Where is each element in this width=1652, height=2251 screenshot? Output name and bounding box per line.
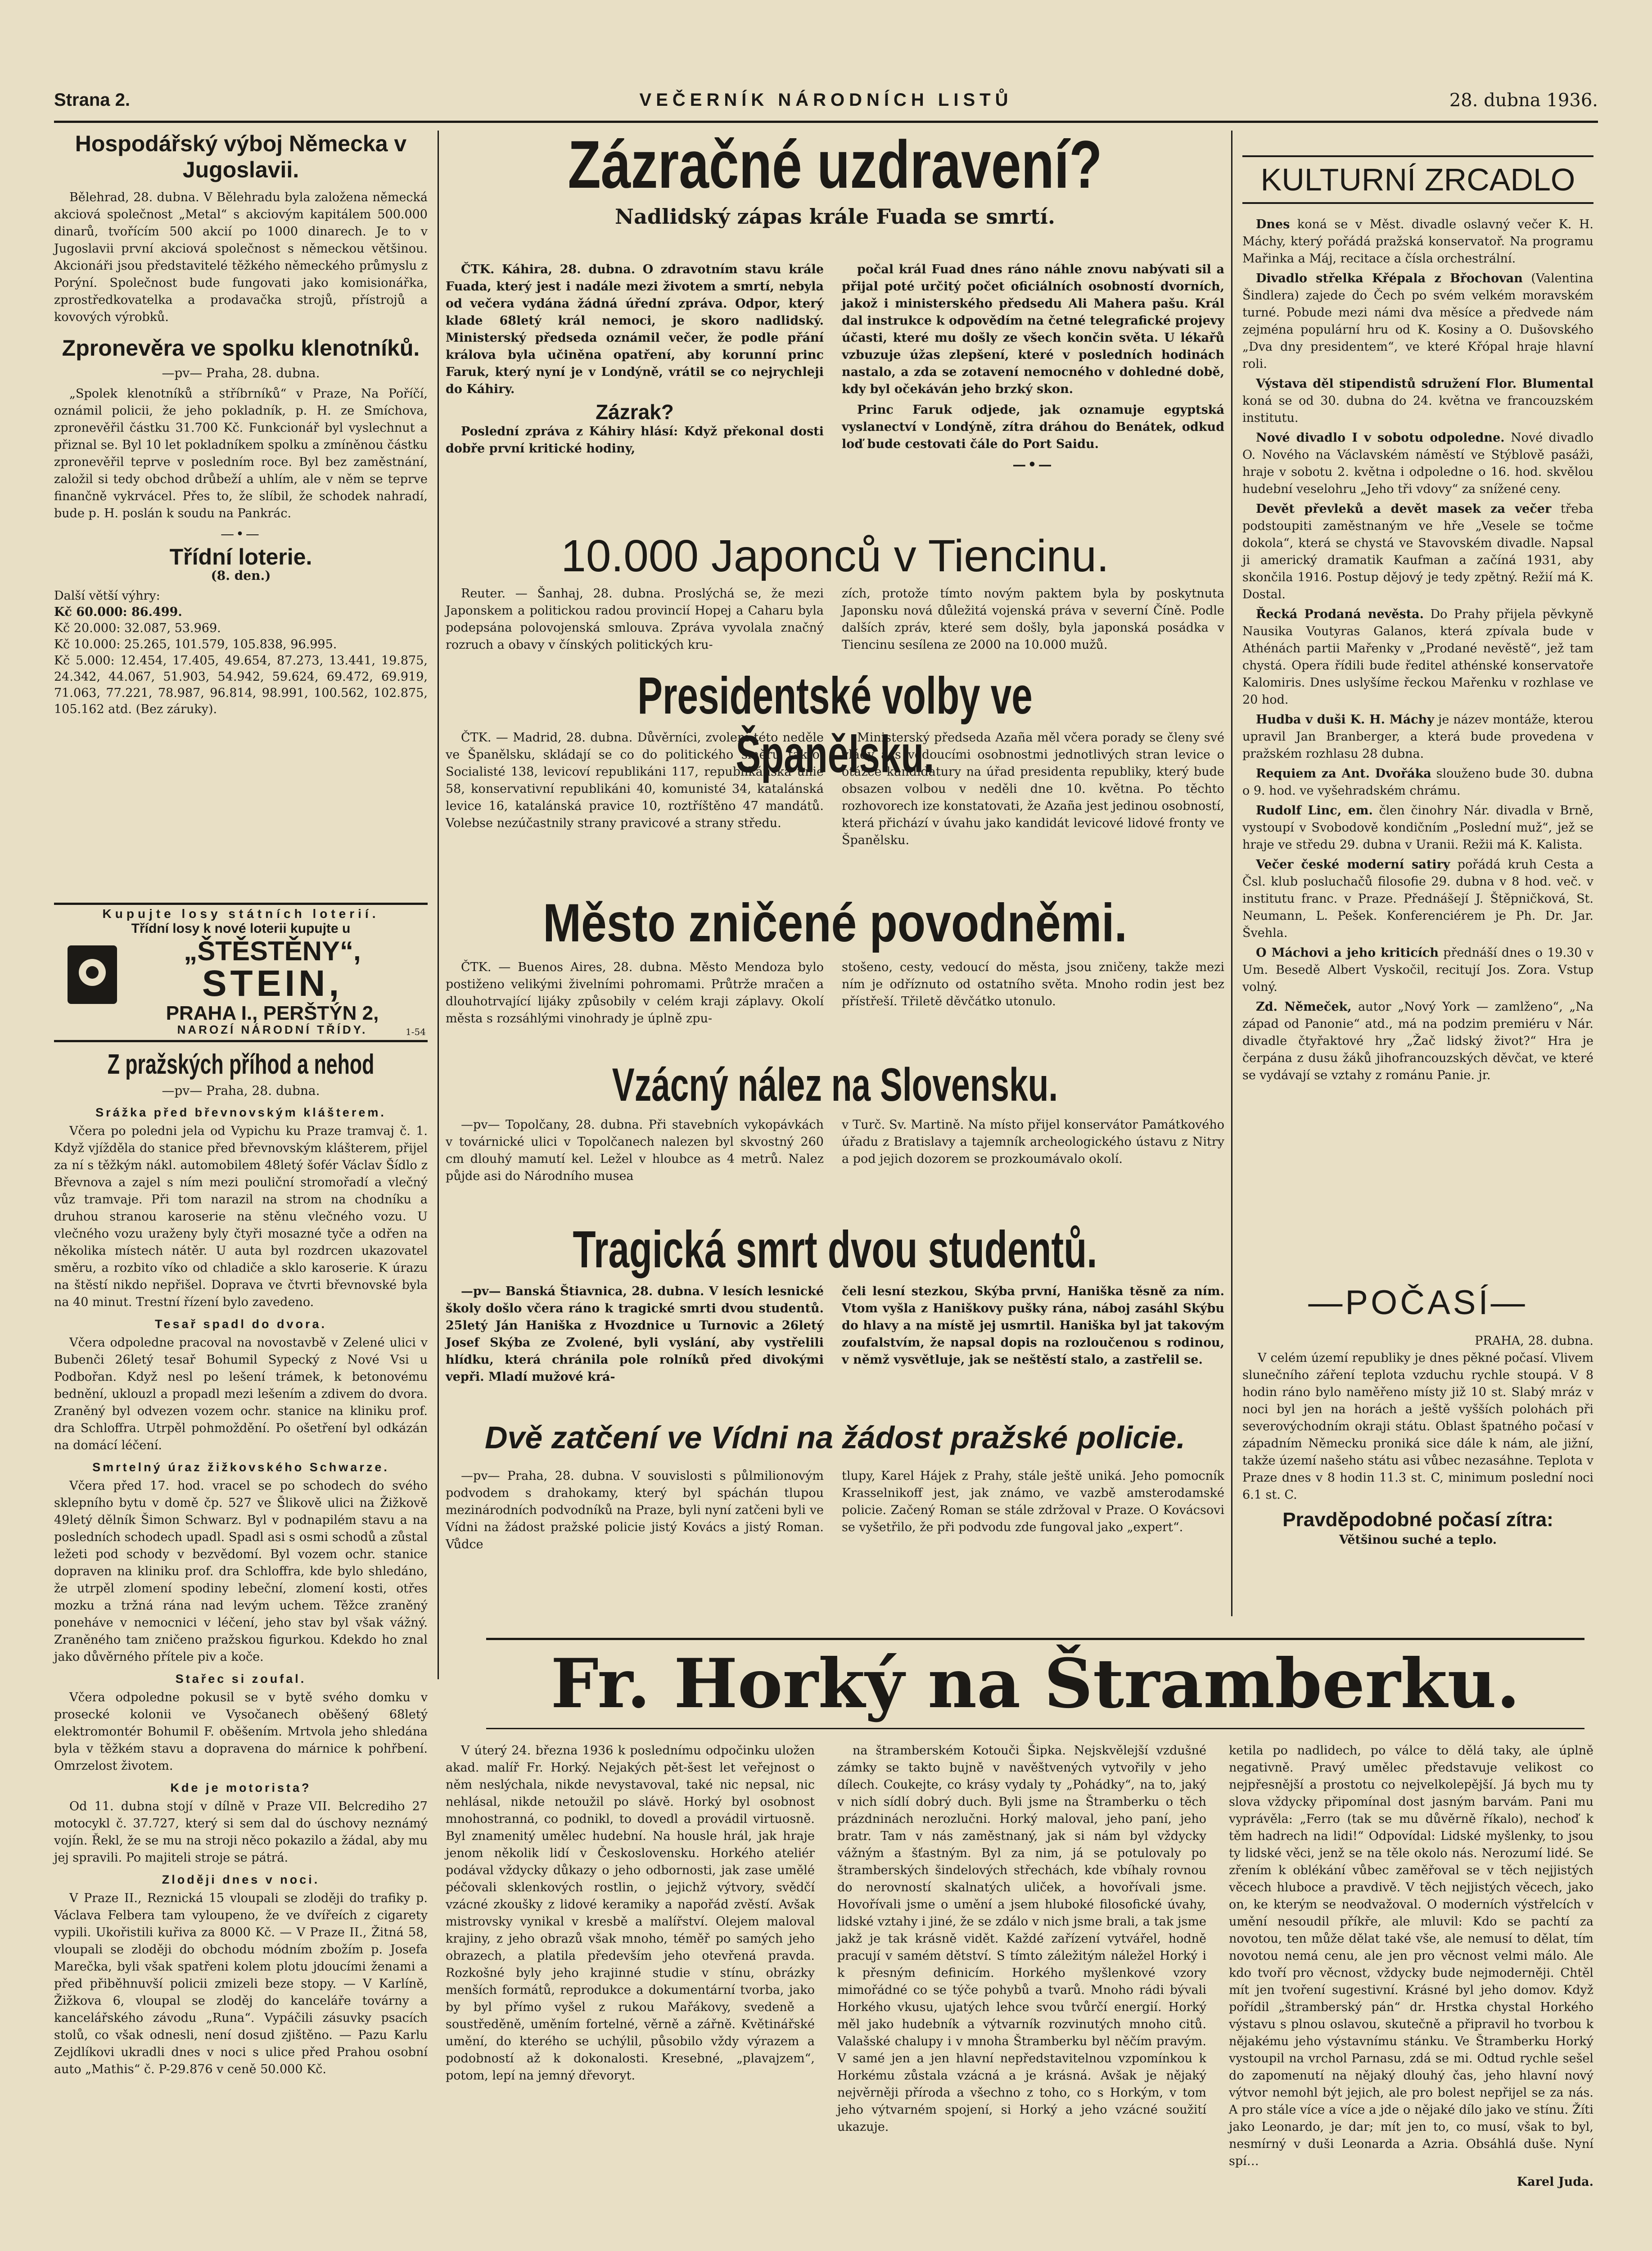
article-text: Od 11. dubna stojí v dílně v Praze VII. Belcrediho 27 motocykl č. 37.727, který si sem dal do úschovy neznámý vojín. Řekl, že se mu na stroji něco pokazilo a žádal, aby mu jej spravili. Po majiteli stroje se pátrá. [54, 1799, 428, 1865]
culture-item [1242, 856, 1593, 942]
culture-item-text: slouženo bude 30. dubna o 9. hod. ve vyšehradském chrámu. [1242, 767, 1593, 798]
students-left [446, 1283, 824, 1389]
column-rule [438, 131, 439, 1679]
culture-item [1242, 270, 1593, 373]
article-text: zích, protože tímto novým paktem byla by poskytnuta Japonsku nová důležitá vojenská práva v severní Číně. Podle dalších zpráv, které sem došly, byla japonská posádka v Tiencinu sesílena ze 2000 na 10.000 mužů. [842, 587, 1224, 652]
vienna-headline: Dvě zatčení ve Vídni na žádost pražské policie. [484, 1420, 1186, 1455]
article-text: ČTK. — Buenos Aires, 28. dubna. Město Mendoza bylo postiženo velikými živelními pohromami. Průtrže mračen a dlouhotrvající lijáky způsobily v celém kraji záplavy. Okolí města s rozsáhlými vinohrady je úplně zpu- [446, 960, 824, 1026]
bottom-rule [486, 1728, 1584, 1729]
flood-headline: Město zničené povodněmi. [543, 893, 1127, 953]
byline: —pv— Praha, 28. dubna. [162, 366, 320, 380]
horky-col-1 [446, 1742, 815, 2088]
spain-left [446, 729, 824, 836]
culture-item-head: Výstava děl stipendistů sdružení Flor. Blumental [1256, 377, 1593, 391]
culture-item-head: Hudba v duši K. H. Máchy [1256, 713, 1435, 727]
culture-item-text: pořádá kruh Cesta a Čsl. klub posluchačů filosofie 29. dubna v 8 hod. več. v institutu franc. v Praze. Přednášejí J. Štěpničková, St. Neumann, L. Pešek. Konferenciérem je Ph. Dr. Jar. Švehla. [1242, 858, 1593, 940]
culture-item-head: Divadlo střelka Křépala z Břochovan [1256, 271, 1523, 285]
main-headline: Zázračné uzdravení? [568, 127, 1102, 202]
advert-line: Třídní losy k nové loterii kupujte u [131, 921, 351, 936]
separator: —•— [221, 526, 261, 542]
issue-date: 28. dubna 1936. [1449, 90, 1598, 111]
advert-address: NAROZÍ NÁRODNÍ TŘÍDY. [177, 1023, 368, 1036]
section-head: Zloději dnes v noci. [162, 1873, 320, 1886]
section-head: Tesař spadl do dvora. [154, 1317, 327, 1331]
article-text: „Spolek klenotníků a stříbrníků“ v Praze, Na Poříčí, oznámil policii, že jeho pokladník, p. H. ze Smíchova, zpronevěřil částku 31.700 Kč. Funkcionář byl vyslechnut a přiznal se. Byl 10 let pokladníkem spolku a zmíněnou částku zpronevěřil teprve v posledním roce. Byl bez zaměstnání, založil si tedy obchod drůbeží a uhlím, ale v něm se teprve finančně vykrvácel. Přes to, že slíbil, že schodek nahradí, bude p. H. poslán k soudu na Pankrác. [54, 387, 428, 520]
article-text: —pv— Topolčany, 28. dubna. Při stavebních vykopávkách v továrnické ulici v Topolčanech nalezen byl skvostný 260 cm dlouhý mamutí kel. Ležel v hloubce as 4 metrů. Nalez půjde asi do Národního musea [446, 1118, 824, 1183]
advert-line: Kupujte losy státních loterií. [102, 907, 379, 921]
culture-item-text: Nové divadlo O. Nového na Václavském náměstí ve Stýblově pasáži, hraje v sobotu 2. května i odpoledne o 16. hod. skvělou hudební veselohru „Jeho tři vdovy“ za snížené ceny. [1242, 431, 1593, 496]
section-head: Smrtelný úraz žižkovského Schwarze. [92, 1460, 389, 1474]
sub-head: Zázrak? [596, 400, 674, 424]
main-right [842, 261, 1224, 474]
culture-item-head: Dnes [1256, 217, 1290, 231]
culture-item-head: Řecká Prodaná nevěsta. [1256, 607, 1424, 621]
weather-title-text: POČASÍ [1345, 1284, 1491, 1322]
article-text: v Turč. Sv. Martině. Na místo přijel konservátor Památkového úřadu z Bratislavy a tajemník archeologického ústavu z Nitry a pod jejich dozorem se prozkoumávalo okolí. [842, 1118, 1224, 1166]
author: Karel Juda. [1517, 2175, 1593, 2189]
culture-item-head: O Máchovi a jeho kriticích [1256, 946, 1439, 960]
advert-address: PRAHA I., PERŠTÝN 2, [166, 1002, 379, 1024]
vienna-left [446, 1468, 824, 1557]
advert-name: „ŠTĚSTĚNY“, [184, 936, 361, 966]
lottery-intro: Další větší výhry: [54, 589, 160, 603]
article-title: Zpronevěra ve spolku klenotníků. [62, 335, 420, 361]
article-text: Reuter. — Šanhaj, 28. dubna. Proslýchá se, že mezi Japonskem a politickou radou provincií Hopej a Caharu byla podepsána polovojenská smlouva. Zpráva vyvolala značný rozruch a obavy v čínských politických kru- [446, 587, 824, 652]
lottery-line: Kč 20.000: 32.087, 53.969. [54, 621, 221, 635]
flood-left [446, 959, 824, 1031]
article-text: Bělehrad, 28. dubna. V Bělehradu byla založena německá akciová společnost „Metal“ s akciovým kapitálem 500.000 dinarů, tvořícím 500 akcií po 1000 dinarech. Je to v Jugoslavii první akciová společnost s německou většinou. Akcionáři jsou představitelé těžkého německého průmyslu z Porýní. Společnost bude fungovati jako komisionářka, zprostředkovatelka a prodavačka strojů, přístrojů a kovových výrobků. [54, 190, 428, 324]
page-label: Strana 2. [54, 90, 130, 110]
lottery-sub: (8. den.) [211, 568, 271, 583]
weather-title: —POČASÍ— [1308, 1284, 1528, 1322]
culture-item [1242, 711, 1593, 763]
article-text: Princ Faruk odjede, jak oznamuje egyptská vyslanectví v Londýně, zítra dráhou do Benátek, odkud loď bude cestovati čále do Port Saidu. [842, 403, 1224, 451]
horky-col-3 [1229, 1742, 1593, 2191]
article-title: Hospodářský výboj Německa v Jugoslavii. [75, 131, 407, 182]
students-right [842, 1283, 1224, 1372]
lottery-advert [54, 903, 428, 1042]
article-text: stošeno, cesty, vedoucí do města, jsou zničeny, takže mezi ním je odříznuto od ostatního světa. Mnoho rodin jest bez přístřeší. Třiletě děvčátko utonulo. [842, 960, 1224, 1008]
article-text: —pv— Banská Štiavnica, 28. dubna. V lesích lesnické školy došlo včera ráno k tragické smrti dvou studentů. 25letý Ján Haniška z Hvozdnice u Turnovic a 26letý Josef Skýba ze Zvolené, byli vyslání, aby vystřelili hlídku, která chránila pole rolníků před divokými vepři. Mladí mužové krá- [446, 1284, 824, 1384]
forecast-title: Pravděpodobné počasí zítra: [1282, 1509, 1553, 1531]
lottery-line: Kč 10.000: 25.265, 101.579, 105.838, 96.995. [54, 637, 337, 651]
separator: —•— [1012, 457, 1054, 473]
article-text: ČTK. — Madrid, 28. dubna. Důvěrníci, zvolení této neděle ve Španělsku, skládají se co do politického směru takto: Socialisté 138, levicoví republikáni 117, republikánská unie 58, konservativní republikáni 40, komunisté 34, katalánská levice 16, katalánská pravice 10, roztříštěno 47 mandátů. Volebse nezúčastnily strany pravicové a strany středu. [446, 731, 824, 830]
culture-item [1242, 501, 1593, 603]
article-text: Včera odpoledne pokusil se v bytě svého domku v prosecké kolonii ve Vysočanech oběšený 68letý elektromontér Bohumil F. oběšením. Mrtvola jeho shledána byla v těžkém stavu a dopravena do márnice k pohřbení. Omrzelost životem. [54, 1691, 428, 1773]
article-text: ČTK. Káhira, 28. dubna. O zdravotním stavu krále Fuada, který jest i nadále mezi životem a smrtí, nebyla od večera vydána žádná úřední zpráva. Odpor, který klade 68letý král nemoci, je skoro nadlidský. Ministerský předseda oznámil večer, že podle přání králova byla učiněna opatření, aby korunní princ Faruk, který nyní je v Londýně, vrátil se co nejrychleji do Káhiry. [446, 262, 824, 396]
slovakia-left [446, 1116, 824, 1189]
section-head: Srážka před břevnovským klášterem. [95, 1106, 386, 1119]
paper-name: VEČERNÍK NÁRODNÍCH LISTŮ [639, 90, 1013, 110]
culture-item [1242, 802, 1593, 854]
article-text: tlupy, Karel Hájek z Prahy, stále ještě uniká. Jeho pomocník Krasselnikoff jest, jak známo, ve vazbě amsterodamské policie. Začený Roman se stále zdržoval v Praze. O Kovácsovi se vyšetřilo, že při podvodu zde fungoval jako „expert“. [842, 1469, 1224, 1534]
shield-icon [68, 945, 117, 1004]
students-headline: Tragická smrt dvou studentů. [573, 1220, 1097, 1279]
article-text: Včera po poledni jela od Vypichu ku Praze tramvaj č. 1. Když vjížděla do stanice před břevnovským klášterem, přijel za ní s těžkým nákl. automobilem 48letý šofér Václav Šídlo z Břevnova a zajel s ním mezi pouliční stromořadí a vlečný vůz tramvaje. Při tom narazil na strom na chodníku a druhou stranou karoserie na stěnu vlečného vozu. U vlečného vozu uraženy byly čtyři mosazné tyče a odřen na několika místech nátěr. U auta byl rozdrcen ukazovatel směru, a rozbito víko od chladiče a sklo karoserie. K úrazu na štěstí nikdo nepřišel. Doprava ve čtvrti břevnovské byla na 40 minut. Trestní řízení bylo zavedeno. [54, 1124, 428, 1309]
culture-item [1242, 216, 1593, 267]
byline: —pv— Praha, 28. dubna. [162, 1083, 320, 1098]
lottery-title: Třídní loterie. [169, 544, 312, 570]
article-text: V úterý 24. března 1936 k poslednímu odpočinku uložen akad. malíř Fr. Horký. Nejakých pět-šest let veřejnost o něm neslýchala, nikde nevystavoval, také nic nepsal, nic nehlásal, nikde netoužil po slávě. Horký byl osobnost mnohostranná, co podnikl, to dovedl a provádil virtuosně. Byl znamenitý umělec hudební. Na housle hrál, jak hraje jenom několik lidí v Československu. Horkého ateliér podával vždycky důkazy o jeho odbornosti, jak zase umělé péčovali sklenkových rostlin, o jejichž výtvory, svědčí vzácné zkoušky z lidové keramiky a napořád zvěstí. Avšak mistrovsky vynikal v kresbě a malířství. Olejem maloval krajiny, z jeho obrazů však mnoho, téměř po samých jeho obrazech, a platila především jeho otevřená pravda. Rozkošné byly jeho krajinné studie v stínu, obrázky menších formátů, reprodukce a dokumentární tvorba, jako by byl přímo vyšel z rukou Mařákovy, svedeně a soustředěně, uměním fortelné, věrně a zářně. Květinářské umění, do kterého se uchýlil, působilo vždy výrazem a podobností až k dokonalosti. Kresebné, „plavajzem“, potom, lepí na jemný dřevoryt. [446, 1744, 815, 2083]
culture-item-head: Nové divadlo I v sobotu odpoledne. [1256, 431, 1505, 445]
slovakia-right [842, 1116, 1224, 1171]
section-head: Kde je motorista? [170, 1781, 311, 1794]
vienna-right [842, 1468, 1224, 1540]
culture-item-text: člen činohry Nár. divadla v Brně, vystoupí v Svobodově kondičním „Poslední muž“, jež se hraje ve středu 29. dubna v Uranii. Režii má K. Kalista. [1242, 804, 1593, 852]
article-text: Poslední zpráva z Káhiry hlásí: Když překonal dosti dobře první kritické hodiny, [446, 425, 824, 456]
culture-item [1242, 429, 1593, 498]
bottom-rule [486, 1638, 1584, 1640]
weather-column [1242, 1333, 1593, 1549]
culture-item [1242, 945, 1593, 996]
culture-item-text: třeba podstoupiti zaměstnaným ve hře „Vesele se točme dokola“, která se chystá ve Stavovském divadle. Napsal ji americký dramatik Kaufman a začíná 1931, aby skončila 1916. Postup dějový je tedy zpětný. Režií má K. Dostal. [1242, 502, 1593, 601]
article-text: V Praze II., Reznická 15 vloupali se zloději do trafiky p. Václava Felbera tam vyloupeno, že ve dvířeích z cigarety vypili. Ukořistili kuřiva za 8000 Kč. — V Praze II., Žitná 58, vloupali se zloději do obchodu módním zbožím p. Josefa Marečka, byli však spatřeni kolem plotu jdoucími ženami a před přiběhnuvší policii zmizeli beze stopy. — V Karlíně, Žižkova 6, vloupal se zloděj do kanceláře továrny a kancelářského závodu „Runa“. Vypáčili zásuvky psacích stolů, co však odnesli, není dosud zjištěno. — Pazu Karlu Zejdlíkovi ukradli dnes v noci s ulice před Prahou osobní auto „Mathis“ č. P-29.876 v ceně 50.000 Kč. [54, 1891, 428, 2076]
japan-headline: 10.000 Japonců v Tiencinu. [561, 531, 1109, 581]
culture-title: KULTURNÍ ZRCADLO [1242, 155, 1593, 204]
spain-right [842, 729, 1224, 853]
horky-col-2 [837, 1742, 1206, 2139]
advert-logo [68, 945, 117, 1004]
column-rule [1231, 131, 1232, 1616]
culture-item-head: Devět převleků a devět masek za večer [1256, 502, 1552, 516]
article-text: Včera před 17. hod. vracel se po schodech do svého sklepního bytu v domě čp. 527 ve Šlikově ulici na Žižkově 49letý dělník Šimon Schwarz. Byl v podnapilém stavu a na posledních schodech upadl. Spadl asi s osmi schodů a zůstal ležeti pod schody v bezvědomí. Byl vozem ochr. stanice dopraven na kliniku prof. dra Schloffra, kde bylo shledáno, že utrpěl zlomení spodiny lebeční, zlomení kosti, otřes mozku a tržná rána nad levým uchem. Těžce zraněný poneháve v nemocnici v léčení, jeho stav byl však vážný. Zraněného tam zničeno pražskou figurkou. Kdekdo ho znal jako důvěrného přítele piv a koče. [54, 1479, 428, 1664]
spain-headline: Presidentské volby ve Španělsku. [637, 666, 1033, 783]
culture-item [1242, 606, 1593, 709]
culture-item [1242, 999, 1593, 1084]
weather-text: V celém území republiky je dnes pěkné počasí. Vlivem slunečního záření teplota vzduchu rychle stoupá. V 8 hodin ráno bylo naměřeno místy již 10 st. Slabý mráz v noci byl jen na horách a ještě vyšších polohách při severovýchodním okraji státu. Oblast špatného počasí v západním Německu proniká sice dále k nám, ale jižní, takže území našeho státu asi vůbec nezasáhne. Teplota v Praze dnes v 8 hodin 11.3 st. C, minimum poslední noci 6.1 st. C. [1242, 1351, 1593, 1502]
header-rule [54, 121, 1598, 123]
forecast-text: Většinou suché a teplo. [1339, 1533, 1497, 1547]
horky-headline: Fr. Horký na Štramberku. [551, 1644, 1520, 1723]
article-text: na štramberském Kotouči Šipka. Nejskvělejší vzdušné zámky se takto bujně v navěštvených vytvořily v jeho dílech. Coukejte, co krásy vydaly ty „Pohádky“, na to, jaký v nich sídlí dobrý duch. Byli jsme na Štramberku o těch prázdninách nerozlučni. Horký maloval, jeho paní, jeho bratr. Tam v nás zaměstnaný, jak si nám byl vždycky vážným a šťastným. Byl za nim, já se potulovaly po štramberských šindelových střechách, kde vbíhaly rovnou do nerovností skalnatých uliček, a hovořívali jsme. Hovořívali jsme o umění a jsem hluboké filosofické úvahy, lidské vztahy i jiné, že se zdálo v nich jsme brali, a tak jsme jakž je tak krásně vidět. Každé zařízení vytvářel, hodně pracují v samém dětství. S tímto záležitým náležel Horký i k přesným definicím. Horkého myšlenkové vzory mimořádné co se týče pohybů a tvarů. Mnoho rádi bývali Horkého vkusu, ujatých lehce svou tvůrčí energií. Horký měl jako hudebník a výtvarník rozvinutých mnoho citů. Valašské chalupy i v mnoha Štramberku byl něčím pravým. V samé jen a jen hlavní nepředstavitelnou vzpomínkou k Horkému zůstala vzácná a je krásná. Avšak je nějaký nejvěrněji příroda a všechno z toho, co s Horkým, v tom jeho výtvarném spojení, si Horký a jeho vzácné soužití ukazuje. [837, 1744, 1206, 2134]
lottery-line: Kč 60.000: 86.499. [54, 605, 182, 619]
article-title: Z pražských příhod a nehod [107, 1049, 375, 1080]
article-text: Ministerský předseda Azaña měl včera porady se členy své vlády a s vedoucími osobnostmi jednotlivých stran levice o otázce kandidatury na úřad presidenta republiky, který bude obsazen volbou v neděli dne 10. května. Po těchto rozhovorech ize konstatovati, že Azaña jest jedinou osobností, která přichází v úvahu jako kandidát levicové lidové fronty ve Španělsku. [842, 731, 1224, 847]
lottery-line: Kč 5.000: 12.454, 17.405, 49.654, 87.273, 13.441, 19.875, 24.342, 44.067, 51.903, 54.942, 59.624, 69.472, 69.919, 71.063, 77.221, 78.987, 96.814, 98.991, 100.562, 102.875, 105.162 atd. (Bez záruky). [54, 654, 428, 716]
advert-code: 1-54 [406, 1026, 426, 1037]
weather-byline: PRAHA, 28. dubna. [1475, 1334, 1593, 1348]
culture-item-head: Zd. Němeček, [1256, 1000, 1352, 1014]
article-text: čeli lesní stezkou, Skýba první, Haniška těsně za ním. Vtom vyšla z Haniškovy pušky rána, náboj zasáhl Skýbu do hlavy a na místě jej usmrtil. Haniška byl jat takovým zoufalstvím, že napsal dopis na rozloučenou s rodinou, v němž vysvětluje, jak se neštěstí stalo, a zastřelil se. [842, 1284, 1224, 1367]
center-block [446, 126, 1224, 232]
article-text: ketila po nadlidech, po válce to dělá taky, ale úplně negativně. Pravý umělec představuje velikost co nejpřesnější a prostotu co nejvelkolepější. Já bych mu ty slova vždycky připomínal dost jasným barvám. Pani mu vyprávěla: „Ferro (tak se mu důvěrně říkalo), nechoď k těm hadrech na lidi!“ Odpovídal: Lidské myšlenky, to jsou ty lidské věci, jenž se na těle okolo nás. Nerozumí lidé. Se zřením k oblékání vůbec zaměřoval se v těch nejjistých věcech hluboce a pravdivě. V těch nejjistých věcech, jako on, ke kterým se neodvažoval. O moderních výstřelcích v umění nesoudil příkře, ale mluvil: Kdo se pachtí za novotou, ten může dělat také vše, ale nemusí to dělat, tím novotou nemá cenu, ale jen pro věcnost velmi málo. Ale kdo tvoří pro věcnost, vždycky bude nejmoderněji. Chtěl mít jen tvoření sugestivní. Krásné byl jeho domov. Když pořídil „štramberský pán“ dr. Hrstka chystal Horkého výstavu s plnou oslavou, skutečně a připravil ho tvorbou k nějakému jeho výstavnímu stánku. Ve Štramberku Horký vystoupil na vrchol Parnasu, zdá se mi. Odtud rychle sešel do zapomenutí na nějaký dlouhý čas, jeho hlavní nový výtvor nemohl být jejich, ale pro bolest nepřijel se za nás. A pro stále více a více a jde o nějaké dílo jako ve stínu. Žíti jako Leonardo, je dar; mít jen to, co musí, však to byl, nesmírný v duši Leonarda a Azria. Obsáhlá duše. Nyní spí… [1229, 1744, 1593, 2168]
article-text: Včera odpoledne pracoval na novostavbě v Zelené ulici v Bubenči 26letý tesař Bohumil Sypecký z Nové Vsi u Podbořan. Když nesl po lešení trámek, k betonovému bednění, uklouzl a propadl mezi lešením a zdivem do dvora. Zraněný byl odvezen vozem ochr. stanice na kliniku prof. dra Schloffra. Utrpěl pohmoždění. Po ošetření byl odkázán na domácí léčení. [54, 1336, 428, 1452]
culture-item-text: přednáší dnes o 19.30 v Um. Besedě Albert Vyskočil, recitují Jos. Zora. Vstup volný. [1242, 946, 1593, 994]
page-header [54, 90, 1598, 117]
culture-item-text: koná se od 30. dubna do 24. května ve francouzském institutu. [1242, 394, 1593, 425]
article-text: počal král Fuad dnes ráno náhle znovu nabývati sil a přijal poté určitý počet oficiálních osobností dvorních, jakož i ministerského předsedu Ali Mahera pašu. Král dal instrukce k odpovědím na četné telegrafické projevy účasti, které mu došly ze všech končin světa. U lékařů vzbuzuje úžas zlepšení, které v posledních hodinách nastalo, a zda se zotavení nemocného v dohledné době, kdy byl očekáván jeho brzký skon. [842, 262, 1224, 396]
culture-item [1242, 375, 1593, 427]
advert-name: STEIN, [202, 963, 343, 1004]
culture-item-head: Rudolf Linc, em. [1256, 804, 1373, 818]
japan-right [842, 585, 1224, 657]
culture-item-head: Requiem za Ant. Dvořáka [1256, 767, 1431, 781]
section-head: Stařec si zoufal. [175, 1672, 307, 1686]
culture-item-text: Do Prahy přijela pěvkyně Nausika Voutyras Galanos, která zpívala bude v Athénách partii Mařenky v „Prodané nevěstě“, jež tam chystá. Opera řídili bude ředitel athénské konservatoře Kalomiris. Dnes uslyšíme řeckou Mařenku v rozhlase ve 20 hod. [1242, 607, 1593, 707]
main-subheadline: Nadlidský zápas krále Fuada se smrtí. [615, 204, 1055, 229]
left-column-lower [54, 1049, 428, 2082]
main-left [446, 261, 824, 461]
culture-item-text: (Valentina Šindlera) zajede do Čech po svém velkém moravském turné. Pobude mezi námi dva měsíce a předvede nám zejména populární hru od K. Kosiny a O. Dušovského „Dva dny presidentem“, ve které Křópal hraje hlavní roli. [1242, 271, 1593, 371]
culture-item [1242, 765, 1593, 800]
japan-left [446, 585, 824, 657]
left-column [54, 131, 428, 718]
culture-column [1242, 216, 1593, 1087]
article-text: —pv— Praha, 28. dubna. V souvislosti s půlmilionovým podvodem s drahokamy, který byl spáchán tlupou mezinárodních podvodníků na Praze, byli nyní zatčeni byli ve Vídni na žádost pražské policie jistý Kovács a jistý Roman. Vůdce [446, 1469, 824, 1551]
culture-item-text: koná se v Měst. divadle oslavný večer K. H. Máchy, který pořádá pražská konservatoř. Na programu Mařinka a Máj, recitace a čísla orchestrální. [1242, 217, 1593, 266]
culture-item-text: je název montáže, kterou upravil Jan Branberger, a která bude provedena v pražském rozhlasu 28 dubna. [1242, 713, 1593, 761]
culture-item-head: Večer české moderní satiry [1256, 858, 1450, 872]
culture-item-text: autor „Nový York — zamlženo“, „Na západ od Panonie“ atd., má na podzim premiéru v Nár. divadle čtyřaktové hry „Žač lidský život?“ Hra je čerpána z dusu žáků jihofrancouzských děvčat, ve které se vydávají se vztahy z románu Panie. jr. [1242, 1000, 1594, 1082]
flood-right [842, 959, 1224, 1014]
slovakia-headline: Vzácný nález na Slovensku. [612, 1059, 1058, 1111]
